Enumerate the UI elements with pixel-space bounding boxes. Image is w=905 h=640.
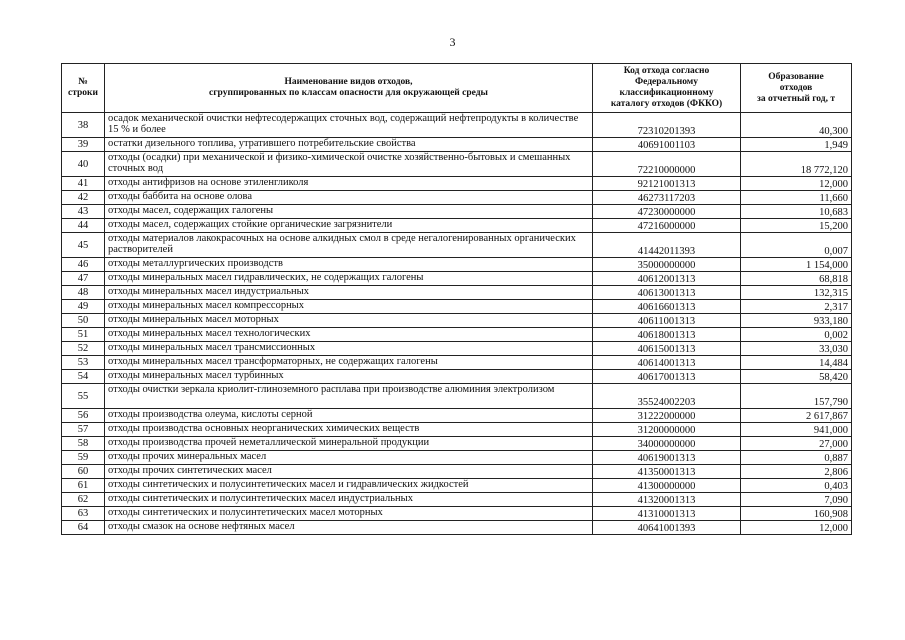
waste-name-cell: отходы прочих минеральных масел	[105, 451, 593, 465]
row-number-cell: 57	[62, 423, 105, 437]
waste-amount-cell: 58,420	[741, 370, 852, 384]
waste-name-cell: отходы производства прочей неметаллической минеральной продукции	[105, 437, 593, 451]
waste-name-cell: отходы антифризов на основе этиленгликоля	[105, 177, 593, 191]
row-number-cell: 43	[62, 205, 105, 219]
fkko-code-cell: 31222000000	[593, 409, 741, 423]
table-row	[62, 451, 852, 465]
waste-name-cell: отходы минеральных масел технологических	[105, 328, 593, 342]
row-number-cell: 39	[62, 138, 105, 152]
waste-name-cell: отходы минеральных масел трансмиссионных	[105, 342, 593, 356]
fkko-code-cell: 40619001313	[593, 451, 741, 465]
table-header-row	[62, 64, 852, 113]
row-number-cell: 42	[62, 191, 105, 205]
fkko-code-cell: 35524002203	[593, 384, 741, 409]
fkko-code-cell: 40612001313	[593, 272, 741, 286]
fkko-code-cell: 41442011393	[593, 233, 741, 258]
waste-name-cell: остатки дизельного топлива, утратившего потребительские свойства	[105, 138, 593, 152]
row-number-cell: 60	[62, 465, 105, 479]
row-number-cell: 40	[62, 152, 105, 177]
waste-name-cell: отходы прочих синтетических масел	[105, 465, 593, 479]
table-row	[62, 370, 852, 384]
waste-amount-cell: 11,660	[741, 191, 852, 205]
waste-amount-cell: 40,300	[741, 113, 852, 138]
waste-amount-cell: 18 772,120	[741, 152, 852, 177]
row-number-cell: 55	[62, 384, 105, 409]
table-row	[62, 113, 852, 138]
header-fkko-code: Код отхода согласно Федеральному классификационному каталогу отходов (ФККО)	[593, 64, 741, 113]
waste-name-cell: отходы минеральных масел компрессорных	[105, 300, 593, 314]
waste-name-cell: отходы металлургических производств	[105, 258, 593, 272]
table-row	[62, 465, 852, 479]
row-number-cell: 38	[62, 113, 105, 138]
table-body	[62, 113, 852, 535]
row-number-cell: 56	[62, 409, 105, 423]
header-waste-name: Наименование видов отходов, сгруппированных по классам опасности для окружающей среды	[105, 64, 593, 113]
fkko-code-cell: 72310201393	[593, 113, 741, 138]
waste-name-cell: отходы минеральных масел гидравлических, не содержащих галогены	[105, 272, 593, 286]
row-number-cell: 63	[62, 507, 105, 521]
fkko-code-cell: 35000000000	[593, 258, 741, 272]
table-row	[62, 191, 852, 205]
fkko-code-cell: 40614001313	[593, 356, 741, 370]
waste-name-cell: отходы баббита на основе олова	[105, 191, 593, 205]
table-row	[62, 437, 852, 451]
table-row	[62, 479, 852, 493]
waste-amount-cell: 2 617,867	[741, 409, 852, 423]
waste-amount-cell: 7,090	[741, 493, 852, 507]
table-row	[62, 138, 852, 152]
waste-amount-cell: 2,806	[741, 465, 852, 479]
row-number-cell: 61	[62, 479, 105, 493]
row-number-cell: 44	[62, 219, 105, 233]
table-row	[62, 233, 852, 258]
fkko-code-cell: 34000000000	[593, 437, 741, 451]
waste-name-cell: отходы синтетических и полусинтетических масел и гидравлических жидкостей	[105, 479, 593, 493]
row-number-cell: 46	[62, 258, 105, 272]
row-number-cell: 53	[62, 356, 105, 370]
fkko-code-cell: 41350001313	[593, 465, 741, 479]
table-row	[62, 493, 852, 507]
fkko-code-cell: 40641001393	[593, 521, 741, 535]
fkko-code-cell: 47230000000	[593, 205, 741, 219]
row-number-cell: 49	[62, 300, 105, 314]
waste-amount-cell: 15,200	[741, 219, 852, 233]
waste-name-cell: осадок механической очистки нефтесодержащих сточных вод, содержащий нефтепродукты в количестве 15 % и более	[105, 113, 593, 138]
waste-amount-cell: 132,315	[741, 286, 852, 300]
waste-name-cell: отходы минеральных масел трансформаторных, не содержащих галогены	[105, 356, 593, 370]
waste-name-cell: отходы масел, содержащих стойкие органические загрязнители	[105, 219, 593, 233]
waste-name-cell: отходы производства олеума, кислоты серной	[105, 409, 593, 423]
fkko-code-cell: 40613001313	[593, 286, 741, 300]
table-row	[62, 205, 852, 219]
waste-amount-cell: 0,403	[741, 479, 852, 493]
table-row	[62, 356, 852, 370]
fkko-code-cell: 41320001313	[593, 493, 741, 507]
fkko-code-cell: 47216000000	[593, 219, 741, 233]
waste-amount-cell: 2,317	[741, 300, 852, 314]
row-number-cell: 59	[62, 451, 105, 465]
waste-name-cell: отходы очистки зеркала криолит-глиноземного расплава при производстве алюминия электролизом	[105, 384, 593, 409]
waste-amount-cell: 12,000	[741, 177, 852, 191]
table-row	[62, 423, 852, 437]
row-number-cell: 54	[62, 370, 105, 384]
waste-amount-cell: 12,000	[741, 521, 852, 535]
waste-amount-cell: 1,949	[741, 138, 852, 152]
fkko-code-cell: 72210000000	[593, 152, 741, 177]
table-row	[62, 219, 852, 233]
table-row	[62, 521, 852, 535]
waste-name-cell: отходы синтетических и полусинтетических масел моторных	[105, 507, 593, 521]
row-number-cell: 48	[62, 286, 105, 300]
fkko-code-cell: 40618001313	[593, 328, 741, 342]
waste-amount-cell: 0,007	[741, 233, 852, 258]
table-row	[62, 342, 852, 356]
waste-amount-cell: 0,887	[741, 451, 852, 465]
fkko-code-cell: 31200000000	[593, 423, 741, 437]
waste-name-cell: отходы минеральных масел индустриальных	[105, 286, 593, 300]
waste-amount-cell: 27,000	[741, 437, 852, 451]
row-number-cell: 47	[62, 272, 105, 286]
fkko-code-cell: 40616601313	[593, 300, 741, 314]
waste-name-cell: отходы минеральных масел турбинных	[105, 370, 593, 384]
row-number-cell: 62	[62, 493, 105, 507]
waste-name-cell: отходы синтетических и полусинтетических масел индустриальных	[105, 493, 593, 507]
waste-amount-cell: 1 154,000	[741, 258, 852, 272]
row-number-cell: 64	[62, 521, 105, 535]
waste-amount-cell: 941,000	[741, 423, 852, 437]
waste-amount-cell: 933,180	[741, 314, 852, 328]
waste-amount-cell: 14,484	[741, 356, 852, 370]
row-number-cell: 58	[62, 437, 105, 451]
fkko-code-cell: 92121001313	[593, 177, 741, 191]
waste-amount-cell: 10,683	[741, 205, 852, 219]
fkko-code-cell: 40691001103	[593, 138, 741, 152]
row-number-cell: 41	[62, 177, 105, 191]
row-number-cell: 51	[62, 328, 105, 342]
header-row-number: № строки	[62, 64, 105, 113]
table-row	[62, 328, 852, 342]
table-row	[62, 314, 852, 328]
fkko-code-cell: 41310001313	[593, 507, 741, 521]
waste-name-cell: отходы производства основных неорганических химических веществ	[105, 423, 593, 437]
table-row	[62, 258, 852, 272]
waste-amount-cell: 157,790	[741, 384, 852, 409]
fkko-code-cell: 46273117203	[593, 191, 741, 205]
table-row	[62, 272, 852, 286]
waste-name-cell: отходы масел, содержащих галогены	[105, 205, 593, 219]
fkko-code-cell: 40611001313	[593, 314, 741, 328]
waste-name-cell: отходы минеральных масел моторных	[105, 314, 593, 328]
table-row	[62, 300, 852, 314]
waste-name-cell: отходы смазок на основе нефтяных масел	[105, 521, 593, 535]
header-waste-amount: Образование отходов за отчетный год, т	[741, 64, 852, 113]
row-number-cell: 50	[62, 314, 105, 328]
waste-table	[61, 63, 852, 535]
table-row	[62, 286, 852, 300]
row-number-cell: 45	[62, 233, 105, 258]
table-row	[62, 152, 852, 177]
fkko-code-cell: 40615001313	[593, 342, 741, 356]
table-row	[62, 177, 852, 191]
waste-amount-cell: 0,002	[741, 328, 852, 342]
table-row	[62, 384, 852, 409]
fkko-code-cell: 41300000000	[593, 479, 741, 493]
waste-amount-cell: 68,818	[741, 272, 852, 286]
fkko-code-cell: 40617001313	[593, 370, 741, 384]
page-number: 3	[449, 35, 456, 49]
waste-amount-cell: 33,030	[741, 342, 852, 356]
table-row	[62, 409, 852, 423]
table-row	[62, 507, 852, 521]
waste-amount-cell: 160,908	[741, 507, 852, 521]
waste-name-cell: отходы материалов лакокрасочных на основе алкидных смол в среде негалогенированных органических растворителей	[105, 233, 593, 258]
waste-name-cell: отходы (осадки) при механической и физико-химической очистке хозяйственно-бытовых и смешанных сточных вод	[105, 152, 593, 177]
row-number-cell: 52	[62, 342, 105, 356]
